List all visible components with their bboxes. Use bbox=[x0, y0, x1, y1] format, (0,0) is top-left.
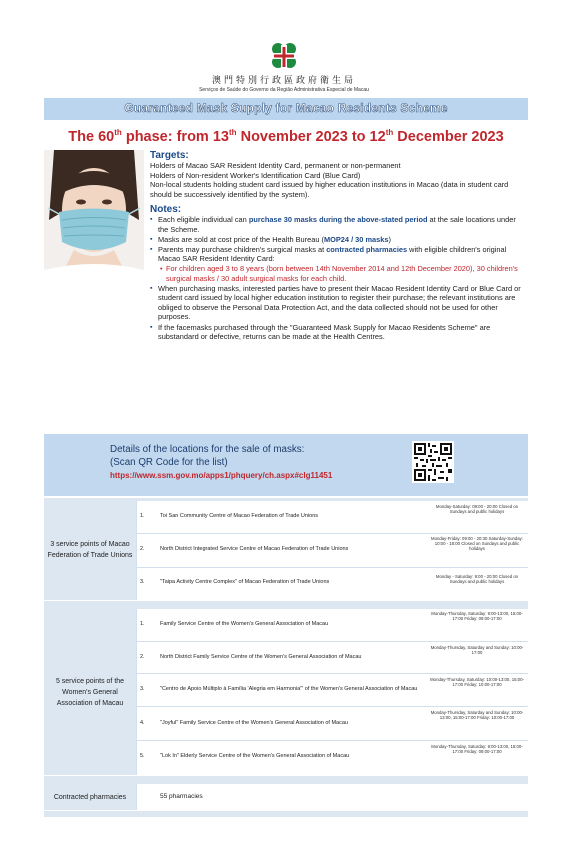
notes-list bbox=[150, 215, 528, 342]
row-number: 2. bbox=[140, 654, 145, 660]
opening-hours: Monday-Friday: 09:00 - 20:30 Saturday-Sunday: 10:00 - 18:00 Closed on Sundays and public holidays bbox=[431, 536, 523, 552]
row-number: 2. bbox=[140, 546, 145, 552]
targets-list bbox=[150, 161, 530, 199]
band-divider bbox=[44, 776, 528, 784]
row-number: 3. bbox=[140, 686, 145, 692]
row-divider bbox=[136, 567, 528, 568]
column-divider bbox=[136, 609, 137, 775]
opening-hours: Monday-Thursday, Saturday: 9:00-13:00, 15:00-17:00 Friday: 09:00-17:00 bbox=[431, 744, 523, 755]
pharmacies-count: 55 pharmacies bbox=[160, 793, 203, 800]
column-divider bbox=[136, 784, 137, 810]
scheme-title: Guaranteed Mask Supply for Macao Residents Scheme bbox=[124, 101, 448, 115]
row-divider bbox=[136, 673, 528, 674]
row-number: 4. bbox=[140, 720, 145, 726]
note-item: ▪ Masks are sold at cost price of the Health Bureau (MOP24 / 30 masks) bbox=[150, 235, 528, 245]
band-divider bbox=[44, 811, 528, 817]
locations-title: Details of the locations for the sale of masks: bbox=[110, 444, 305, 455]
target-item: Non-local students holding student card issued by higher education institutions in Macao (data in student card should be successively identified by the system). bbox=[150, 180, 509, 199]
department-name-portuguese: Serviços de Saúde do Governo da Região Administrativa Especial de Macau bbox=[199, 87, 369, 93]
note-item: ▪ If the facemasks purchased through the "Guaranteed Mask Supply for Macao Residents Scheme" are substandard or defective, returns can be made at the Health Centres. bbox=[150, 323, 528, 342]
row-number: 1. bbox=[140, 621, 145, 627]
scan-qr-hint: (Scan QR Code for the list) bbox=[110, 457, 228, 468]
location-name: Toi San Community Centre of Macao Federation of Trade Unions bbox=[160, 513, 319, 519]
woman-wearing-mask-photo bbox=[44, 150, 144, 280]
group-label-womens-association: 5 service points of the Women's General Association of Macau bbox=[44, 609, 136, 775]
location-name: "Centro de Apoio Múltiplo à Família 'Alegria em Harmonia'" of the Women's General Association of Macau bbox=[160, 686, 418, 692]
opening-hours: Monday-Saturday: 09:00 - 20:00 Closed on Sundays and public holidays bbox=[435, 504, 519, 515]
qr-code[interactable] bbox=[412, 441, 454, 483]
target-item: Holders of Macao SAR Resident Identity Card, permanent or non-permanent bbox=[150, 161, 401, 170]
phase-heading: The 60th phase: from 13th November 2023 to 12th December 2023 bbox=[68, 128, 504, 145]
opening-hours: Monday-Thursday, Saturday: 9:00-13:00, 15:00-17:00 Friday: 09:00-17:00 bbox=[431, 611, 523, 622]
opening-hours: Monday-Thursday, Saturday: 10:00-13:00, 15:00-17:00 Friday: 10:00-17:00 bbox=[430, 677, 524, 688]
opening-hours: Monday-Thursday, Saturday and Sunday: 10:00-17:00 bbox=[430, 645, 524, 656]
note-item: ▪ Parents may purchase children's surgical masks at contracted pharmacies with eligible children's original Macao SAR Resident Identity Card: • For children aged 3 to 8 years (born between 14th November 2014 and 12th December 2020), 30 children's surgical masks / 30 adult surgical masks for each child. bbox=[150, 245, 528, 283]
row-divider bbox=[136, 706, 528, 707]
column-divider bbox=[136, 500, 137, 600]
band-divider bbox=[44, 601, 528, 609]
row-number: 5. bbox=[140, 753, 145, 759]
note-subitem: • For children aged 3 to 8 years (born between 14th November 2014 and 12th December 2020), 30 children's surgical masks / 30 adult surgical masks for each child. bbox=[158, 264, 528, 283]
targets-heading: Targets: bbox=[150, 150, 189, 161]
group-label-trade-unions: 3 service points of Macao Federation of Trade Unions bbox=[44, 500, 136, 600]
opening-hours: Monday-Thursday, Saturday and Sunday: 10:00-13:00, 15:00-17:00 Friday: 10:00-17:00 bbox=[430, 710, 524, 721]
notes-heading: Notes: bbox=[150, 204, 182, 215]
locations-url-link[interactable]: https://www.ssm.gov.mo/apps1/phquery/ch.aspx#clg11451 bbox=[110, 471, 333, 480]
location-name: Family Service Centre of the Women's General Association of Macau bbox=[160, 621, 329, 627]
location-name: "Taipa Activity Centre Complex" of Macao Federation of Trade Unions bbox=[160, 579, 330, 585]
location-name: "Lok In" Elderly Service Centre of the Women's General Association of Macau bbox=[160, 753, 350, 759]
note-item: ▪ Each eligible individual can purchase 30 masks during the above-stated period at the sale locations under the Scheme. bbox=[150, 215, 528, 234]
note-item: ▪ When purchasing masks, interested parties have to present their Macao Resident Identity Card or Blue Card or student card issued by local higher education institution to register their purchase; the relevant institutions are obliged to observe the Personal Data Protection Act, and the data collected should not be used for other purposes. bbox=[150, 284, 528, 322]
opening-hours: Monday - Saturday: 9:00 - 20:00 Closed on Sundays and public holidays bbox=[435, 574, 519, 585]
location-name: North District Integrated Service Centre of Macao Federation of Trade Unions bbox=[160, 546, 349, 552]
row-divider bbox=[136, 641, 528, 642]
location-name: North District Family Service Centre of the Women's General Association of Macau bbox=[160, 654, 362, 660]
health-bureau-logo bbox=[268, 42, 300, 72]
location-name: "Joyful" Family Service Centre of the Women's General Association of Macau bbox=[160, 720, 348, 726]
pharmacies-label: Contracted pharmacies bbox=[44, 784, 136, 810]
department-name-chinese: 澳門特別行政區政府衛生局 bbox=[211, 76, 356, 86]
row-divider bbox=[136, 740, 528, 741]
row-number: 1. bbox=[140, 513, 145, 519]
row-number: 3. bbox=[140, 579, 145, 585]
row-divider bbox=[136, 533, 528, 534]
target-item: Holders of Non-resident Worker's Identification Card (Blue Card) bbox=[150, 170, 361, 180]
